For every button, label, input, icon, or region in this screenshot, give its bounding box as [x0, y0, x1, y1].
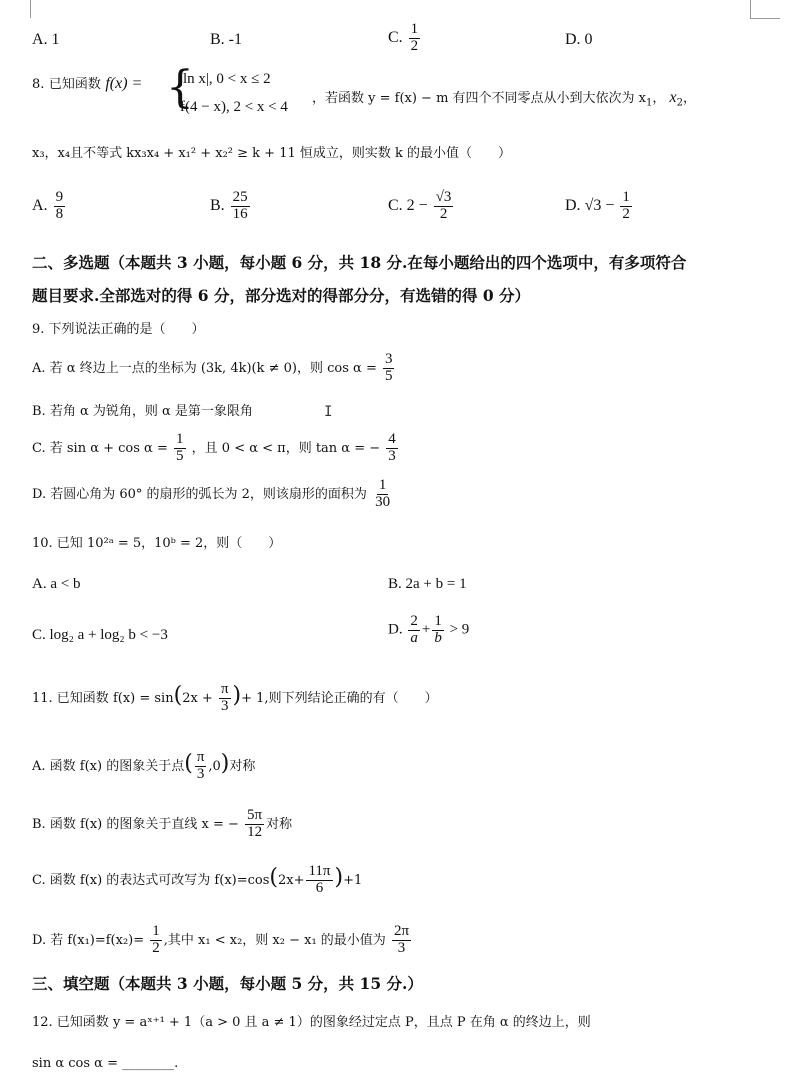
q8-piece2: f(4 − x), 2 < x < 4 [180, 99, 288, 115]
q11d-n2: 2π [393, 923, 410, 939]
text-cursor-icon: I [324, 404, 333, 420]
q11-stem-d: 3 [221, 697, 229, 714]
q8d-pre: √3 − [584, 196, 615, 214]
q11a-tail: ,0 [208, 758, 221, 774]
q8-option-b [210, 190, 252, 223]
crop-mark-tr-h [750, 18, 780, 19]
q7-option-d: D. 0 [565, 31, 593, 48]
q9a-frac [383, 352, 395, 385]
q10d-frac1 [408, 614, 420, 647]
q7c-num: 1 [410, 21, 419, 37]
q11b-pre: B. 函数 f(x) 的图象关于直线 x = − [32, 816, 239, 832]
q7-option-c-fraction [409, 22, 421, 55]
q11a-d: 3 [196, 765, 205, 782]
q8-x2-sub: 2 [676, 97, 684, 109]
q9-option-c [32, 432, 400, 465]
q12-line1: 12. 已知函数 y = aˣ⁺¹ + 1（a > 0 且 a ≠ 1）的图象经过定点 P，且点 P 在角 α 的终边上，则 [32, 1015, 591, 1030]
q10d-label: D. [388, 621, 403, 638]
q8b-frac [231, 190, 250, 223]
q8a-num: 9 [55, 189, 64, 205]
q8-text2-body: ，若函数 y = f(x) − m 有四个不同零点从小到大依次为 x [312, 91, 647, 106]
q11d-d2: 3 [397, 939, 406, 956]
q8-option-a [32, 190, 67, 223]
q9c-frac1 [174, 432, 186, 465]
q11c-post: +1 [343, 872, 363, 888]
q11-option-b [32, 808, 292, 841]
q9c-num1: 1 [176, 431, 184, 447]
q11d-frac2 [392, 924, 411, 957]
q11a-paren-open: ( [184, 750, 193, 776]
q11-paren-open: ( [173, 682, 183, 708]
q8d-den: 2 [622, 205, 630, 222]
q11c-n: 11π [308, 863, 331, 879]
q11-stem-frac [219, 682, 231, 715]
q7-option-a: A. 1 [32, 31, 60, 48]
q7c-den: 2 [410, 37, 419, 54]
q8d-frac [620, 190, 632, 223]
q11a-pre: A. 函数 f(x) 的图象关于点 [32, 758, 185, 774]
section2-heading-line1: 二、多选题（本题共 3 小题，每小题 6 分，共 18 分.在每小题给出的四个选项中，有多项符合 [32, 253, 687, 272]
crop-mark-tl-v [30, 0, 31, 18]
q11a-post: 对称 [229, 758, 256, 774]
q11-stem-in: 2x + [182, 690, 213, 706]
crop-mark-tr-v [750, 0, 751, 18]
q11d-mid: ,其中 x₁ < x₂，则 x₂ − x₁ 的最小值为 [163, 932, 386, 948]
q11d-pre: D. 若 f(x₁)=f(x₂)= [32, 932, 145, 948]
q8-number: 8. [32, 77, 45, 92]
q11b-d: 12 [247, 823, 263, 840]
q8-piecewise-brace: { [166, 62, 194, 113]
q9c-den2: 3 [388, 447, 396, 464]
q7-option-c-label: C. [388, 28, 403, 46]
q8-line2: x₃，x₄且不等式 kx₃x₄ + x₁² + x₂² ≥ k + 11 恒成立，则实数 k 的最小值（ ） [32, 146, 512, 161]
q11c-in: 2x+ [277, 872, 305, 888]
q10d-frac2 [432, 614, 444, 647]
q7-option-c [388, 22, 422, 55]
q8-piece1: |ln x|, 0 < x ≤ 2 [180, 71, 271, 87]
q9c-frac2 [386, 432, 398, 465]
section2-heading-line2: 题目要求.全部选对的得 6 分，部分选对的得部分分，有选错的得 0 分） [32, 286, 531, 305]
q9-option-a [32, 352, 396, 385]
q9-option-b: B. 若角 α 为锐角，则 α 是第一象限角 [32, 404, 253, 419]
q9a-den: 5 [384, 367, 393, 384]
q8d-label: D. [565, 196, 581, 214]
q8d-num: 1 [622, 189, 630, 205]
q12-line2: sin α cos α = ________. [32, 1056, 179, 1071]
q11-stem-post: + 1,则下列结论正确的有（ ） [241, 690, 438, 706]
q8-option-c [388, 190, 455, 223]
q11c-pre: C. 函数 f(x) 的表达式可改写为 f(x)=cos [32, 872, 270, 888]
q9d-text: D. 若圆心角为 60° 的扇形的弧长为 2，则该扇形的面积为 [32, 486, 367, 502]
q8c-frac [434, 190, 454, 223]
q11-stem-n: π [220, 681, 229, 697]
q11a-n: π [196, 749, 205, 765]
q8-text3: x [669, 89, 677, 106]
q11b-frac [245, 808, 264, 841]
q9d-frac [373, 478, 392, 511]
q11-option-a [32, 750, 255, 783]
q10-stem: 10. 已知 10²ᵃ = 5，10ᵇ = 2，则（ ） [32, 536, 282, 551]
q10d-n1: 2 [410, 613, 418, 629]
q8b-den: 16 [232, 205, 248, 222]
q8-fx: f(x) = [105, 75, 143, 92]
q11c-paren-open: ( [269, 864, 278, 890]
q10-option-d: D. $\frac{2}{a}$ + $\frac{1}{b}$ > 9 [388, 613, 470, 646]
q10-option-b: B. 2a + b = 1 [388, 576, 467, 592]
q9d-den: 30 [375, 493, 391, 510]
q8-text1: 已知函数 [48, 77, 101, 92]
q9c-den1: 5 [176, 447, 184, 464]
q11b-n: 5π [247, 807, 263, 823]
q11d-d1: 2 [152, 939, 160, 956]
q8a-den: 8 [55, 205, 64, 222]
q7-option-b: B. -1 [210, 31, 242, 48]
q11c-d: 6 [315, 879, 324, 896]
q11b-post: 对称 [266, 816, 293, 832]
q8-option-d [565, 190, 634, 223]
q9c-num2: 4 [388, 431, 396, 447]
section3-heading: 三、填空题（本题共 3 小题，每小题 5 分，共 15 分.） [32, 974, 423, 993]
q8a-label: A. [32, 196, 48, 214]
q11c-frac [306, 864, 332, 897]
q9d-num: 1 [378, 477, 387, 493]
q11c-paren-close: ) [334, 864, 344, 890]
q10-option-c: C. log₂ a + log₂ b < −3 [32, 627, 168, 643]
q11-option-d [32, 924, 413, 957]
q11-paren-close: ) [232, 682, 242, 708]
q8a-frac [54, 190, 66, 223]
q11a-paren-close: ) [220, 750, 230, 776]
q10d-n2: 1 [434, 613, 442, 629]
q8-stem [32, 74, 142, 93]
q9c-text: C. 若 sin α + cos α = [32, 440, 168, 456]
q8b-label: B. [210, 196, 225, 214]
q10d-tail: > 9 [449, 621, 470, 638]
q9-stem: 9. 下列说法正确的是（ ） [32, 322, 205, 337]
q10d-d1: a [410, 629, 418, 646]
q10-option-a: A. a < b [32, 576, 81, 592]
q11-stem-pre: 11. 已知函数 f(x) = sin [32, 690, 174, 706]
q11d-n1: 1 [152, 923, 160, 939]
q9a-num: 3 [384, 351, 393, 367]
q9a-text: A. 若 α 终边上一点的坐标为 (3k, 4k)(k ≠ 0)，则 cos α = [32, 360, 377, 376]
q8c-label: C. [388, 196, 403, 214]
q10d-d2: b [434, 629, 442, 646]
q9c-text2: ，且 0 < α < π，则 tan α = − [191, 440, 381, 456]
q11d-frac1 [150, 924, 162, 957]
q11-option-c [32, 864, 362, 897]
q11-stem [32, 682, 438, 715]
q8c-num: √3 [435, 189, 452, 205]
q8-text2: ，若函数 y = f(x) − m 有四个不同零点从小到大依次为 $x_1$， $x_2$， [312, 89, 697, 109]
q8c-den: 2 [439, 205, 448, 222]
q9-option-d [32, 478, 394, 511]
q8c-pre: 2 − [406, 196, 428, 214]
q8-x1-sub: 1 [646, 97, 653, 109]
q11a-frac [195, 750, 207, 783]
q8b-num: 25 [232, 189, 248, 205]
